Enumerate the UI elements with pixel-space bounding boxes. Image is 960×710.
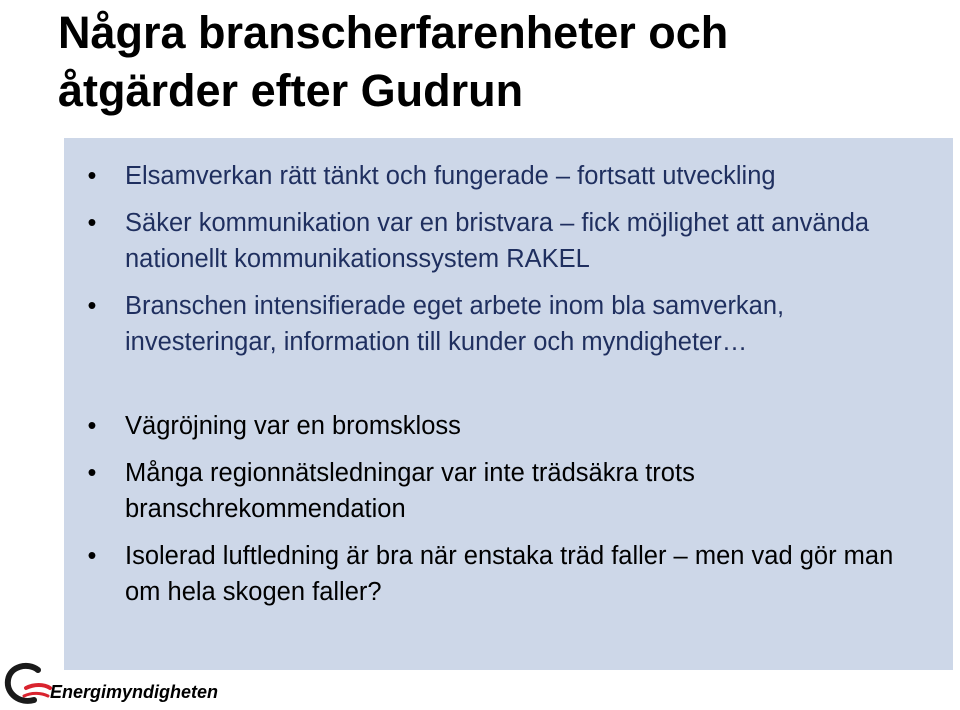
- bullet-dot-icon: •: [87, 542, 97, 570]
- bullet-item: [64, 288, 953, 360]
- bullet-dot-icon: •: [87, 292, 97, 320]
- bullet-text: Vägröjning var en bromskloss: [125, 412, 461, 440]
- logo-text: Energimyndigheten: [50, 682, 219, 702]
- bullet-text: Isolerad luftledning är bra när enstaka träd faller – men vad gör man om hela skogen faller?: [125, 542, 894, 606]
- bullet-dot-icon: •: [87, 162, 97, 190]
- slide-title: [58, 4, 938, 120]
- bullet-text: Branschen intensifierade eget arbete inom bla samverkan, investeringar, information till kunder och myndigheter…: [125, 292, 785, 356]
- bullet-text: Många regionnätsledningar var inte trädsäkra trots branschrekommendation: [125, 459, 695, 523]
- title-line-1: Några branscherfarenheter och: [58, 7, 729, 58]
- bullet-item: [64, 158, 953, 194]
- title-line-2: åtgärder efter Gudrun: [58, 65, 524, 116]
- content-box: [64, 138, 953, 670]
- energimyndigheten-logo: [4, 662, 264, 710]
- bullet-dot-icon: •: [87, 412, 97, 440]
- logo-swoosh-icon: [4, 662, 52, 708]
- bullet-text: Säker kommunikation var en bristvara – fick möjlighet att använda nationellt kommunikationssystem RAKEL: [125, 209, 870, 273]
- bullet-dot-icon: •: [87, 459, 97, 487]
- bullet-text: Elsamverkan rätt tänkt och fungerade – fortsatt utveckling: [125, 162, 776, 190]
- bullet-item: [64, 205, 953, 277]
- bullet-item: [64, 538, 953, 610]
- bullet-item: [64, 408, 953, 444]
- bullet-item: [64, 455, 953, 527]
- bullet-dot-icon: •: [87, 209, 97, 237]
- bullet-list: [64, 158, 953, 621]
